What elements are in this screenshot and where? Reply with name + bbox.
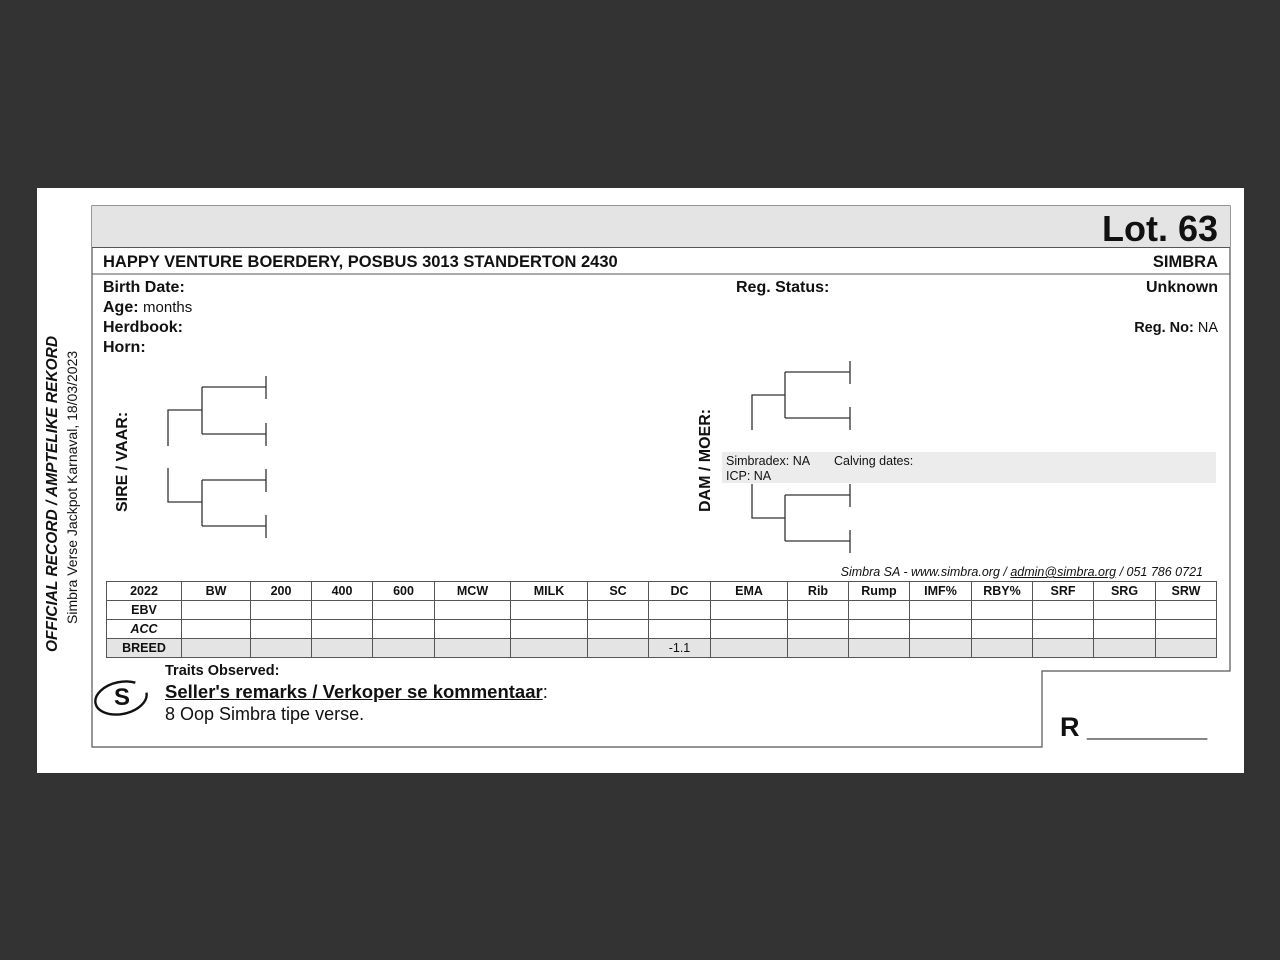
table-cell bbox=[1094, 639, 1156, 658]
table-cell bbox=[182, 639, 251, 658]
table-cell bbox=[435, 639, 511, 658]
dam-label: DAM / MOER: bbox=[697, 408, 714, 512]
table-cell bbox=[910, 620, 972, 639]
table-header: SRF bbox=[1033, 582, 1094, 601]
horn-label: Horn: bbox=[103, 339, 146, 356]
table-cell bbox=[649, 620, 711, 639]
table-cell bbox=[910, 639, 972, 658]
table-cell bbox=[182, 601, 251, 620]
contact-line bbox=[841, 565, 1203, 579]
table-row bbox=[107, 620, 1217, 639]
table-header: SRG bbox=[1094, 582, 1156, 601]
table-cell bbox=[1094, 620, 1156, 639]
price-field[interactable]: R ________ bbox=[1060, 712, 1208, 742]
simbra-logo-icon bbox=[92, 678, 154, 716]
row-label: ACC bbox=[107, 620, 182, 639]
table-header: MCW bbox=[435, 582, 511, 601]
remarks-colon: : bbox=[542, 681, 548, 702]
table-header: Rump bbox=[849, 582, 910, 601]
table-cell bbox=[1156, 601, 1217, 620]
table-cell bbox=[312, 601, 373, 620]
table-cell bbox=[972, 620, 1033, 639]
table-header: MILK bbox=[511, 582, 588, 601]
table-cell bbox=[588, 639, 649, 658]
table-cell bbox=[312, 639, 373, 658]
table-header: EMA bbox=[711, 582, 788, 601]
table-cell bbox=[373, 620, 435, 639]
table-header: SRW bbox=[1156, 582, 1217, 601]
table-cell bbox=[511, 601, 588, 620]
table-cell bbox=[649, 601, 711, 620]
seller-address: HAPPY VENTURE BOERDERY, POSBUS 3013 STANDERTON 2430 bbox=[103, 253, 618, 271]
table-cell bbox=[373, 601, 435, 620]
lot-number: Lot. 63 bbox=[1101, 208, 1218, 249]
table-cell bbox=[511, 620, 588, 639]
table-cell bbox=[588, 620, 649, 639]
table-cell bbox=[1156, 639, 1217, 658]
table-cell bbox=[1033, 601, 1094, 620]
reg-no-label: Reg. No: bbox=[1134, 320, 1194, 336]
contact-email[interactable]: admin@simbra.org bbox=[1010, 565, 1117, 579]
table-header-row bbox=[107, 582, 1217, 601]
table-header: RBY% bbox=[972, 582, 1033, 601]
age-value: months bbox=[143, 299, 193, 316]
table-cell bbox=[910, 601, 972, 620]
table-cell bbox=[788, 601, 849, 620]
table-cell bbox=[788, 639, 849, 658]
table-cell bbox=[312, 620, 373, 639]
reg-no-value: NA bbox=[1197, 320, 1218, 336]
reg-status-value: Unknown bbox=[1146, 279, 1218, 296]
table-row bbox=[107, 639, 1217, 658]
row-label: BREED bbox=[107, 639, 182, 658]
row-label: EBV bbox=[107, 601, 182, 620]
table-header: 200 bbox=[251, 582, 312, 601]
official-record-label: OFFICIAL RECORD / AMPTELIKE REKORD bbox=[44, 335, 61, 652]
table-header: DC bbox=[649, 582, 711, 601]
breed-label: SIMBRA bbox=[1152, 253, 1218, 271]
event-label: Simbra Verse Jackpot Karnaval, 18/03/2023 bbox=[64, 350, 80, 624]
remarks-text: 8 Oop Simbra tipe verse. bbox=[165, 704, 365, 724]
table-header: 2022 bbox=[107, 582, 182, 601]
table-cell bbox=[588, 601, 649, 620]
sire-label: SIRE / VAAR: bbox=[114, 411, 131, 512]
simbradex: Simbradex: NA bbox=[726, 454, 811, 468]
ebv-table bbox=[106, 581, 1217, 658]
age-label: Age: bbox=[103, 299, 139, 316]
table-cell bbox=[182, 620, 251, 639]
birth-date-label: Birth Date: bbox=[103, 279, 185, 296]
table-cell bbox=[1033, 639, 1094, 658]
table-cell bbox=[849, 620, 910, 639]
logo-letter: S bbox=[113, 684, 131, 711]
table-cell bbox=[1156, 620, 1217, 639]
table-header: 400 bbox=[312, 582, 373, 601]
table-cell bbox=[435, 620, 511, 639]
table-header: 600 bbox=[373, 582, 435, 601]
table-header: IMF% bbox=[910, 582, 972, 601]
remarks-title: Seller's remarks / Verkoper se kommentaar bbox=[165, 681, 543, 702]
table-header: SC bbox=[588, 582, 649, 601]
table-header: BW bbox=[182, 582, 251, 601]
table-cell bbox=[849, 601, 910, 620]
table-cell bbox=[711, 601, 788, 620]
contact-prefix: Simbra SA - www.simbra.org / bbox=[840, 565, 1011, 579]
table-cell bbox=[511, 639, 588, 658]
table-cell bbox=[1033, 620, 1094, 639]
table-cell bbox=[972, 639, 1033, 658]
contact-suffix: / 051 786 0721 bbox=[1116, 565, 1203, 579]
table-cell bbox=[1094, 601, 1156, 620]
remarks-heading bbox=[165, 681, 548, 703]
table-header: Rib bbox=[788, 582, 849, 601]
table-cell bbox=[373, 639, 435, 658]
table-cell bbox=[711, 620, 788, 639]
table-cell bbox=[251, 639, 312, 658]
table-cell bbox=[435, 601, 511, 620]
table-cell bbox=[788, 620, 849, 639]
calving-dates: Calving dates: bbox=[834, 454, 914, 468]
table-cell bbox=[251, 601, 312, 620]
table-cell bbox=[849, 639, 910, 658]
table-cell: -1.1 bbox=[649, 639, 711, 658]
table-cell bbox=[251, 620, 312, 639]
reg-status-label: Reg. Status: bbox=[736, 279, 830, 296]
traits-observed: Traits Observed: bbox=[165, 663, 280, 679]
table-row bbox=[107, 601, 1217, 620]
icp: ICP: NA bbox=[726, 469, 772, 483]
herdbook-label: Herdbook: bbox=[103, 319, 183, 336]
table-cell bbox=[711, 639, 788, 658]
table-cell bbox=[972, 601, 1033, 620]
